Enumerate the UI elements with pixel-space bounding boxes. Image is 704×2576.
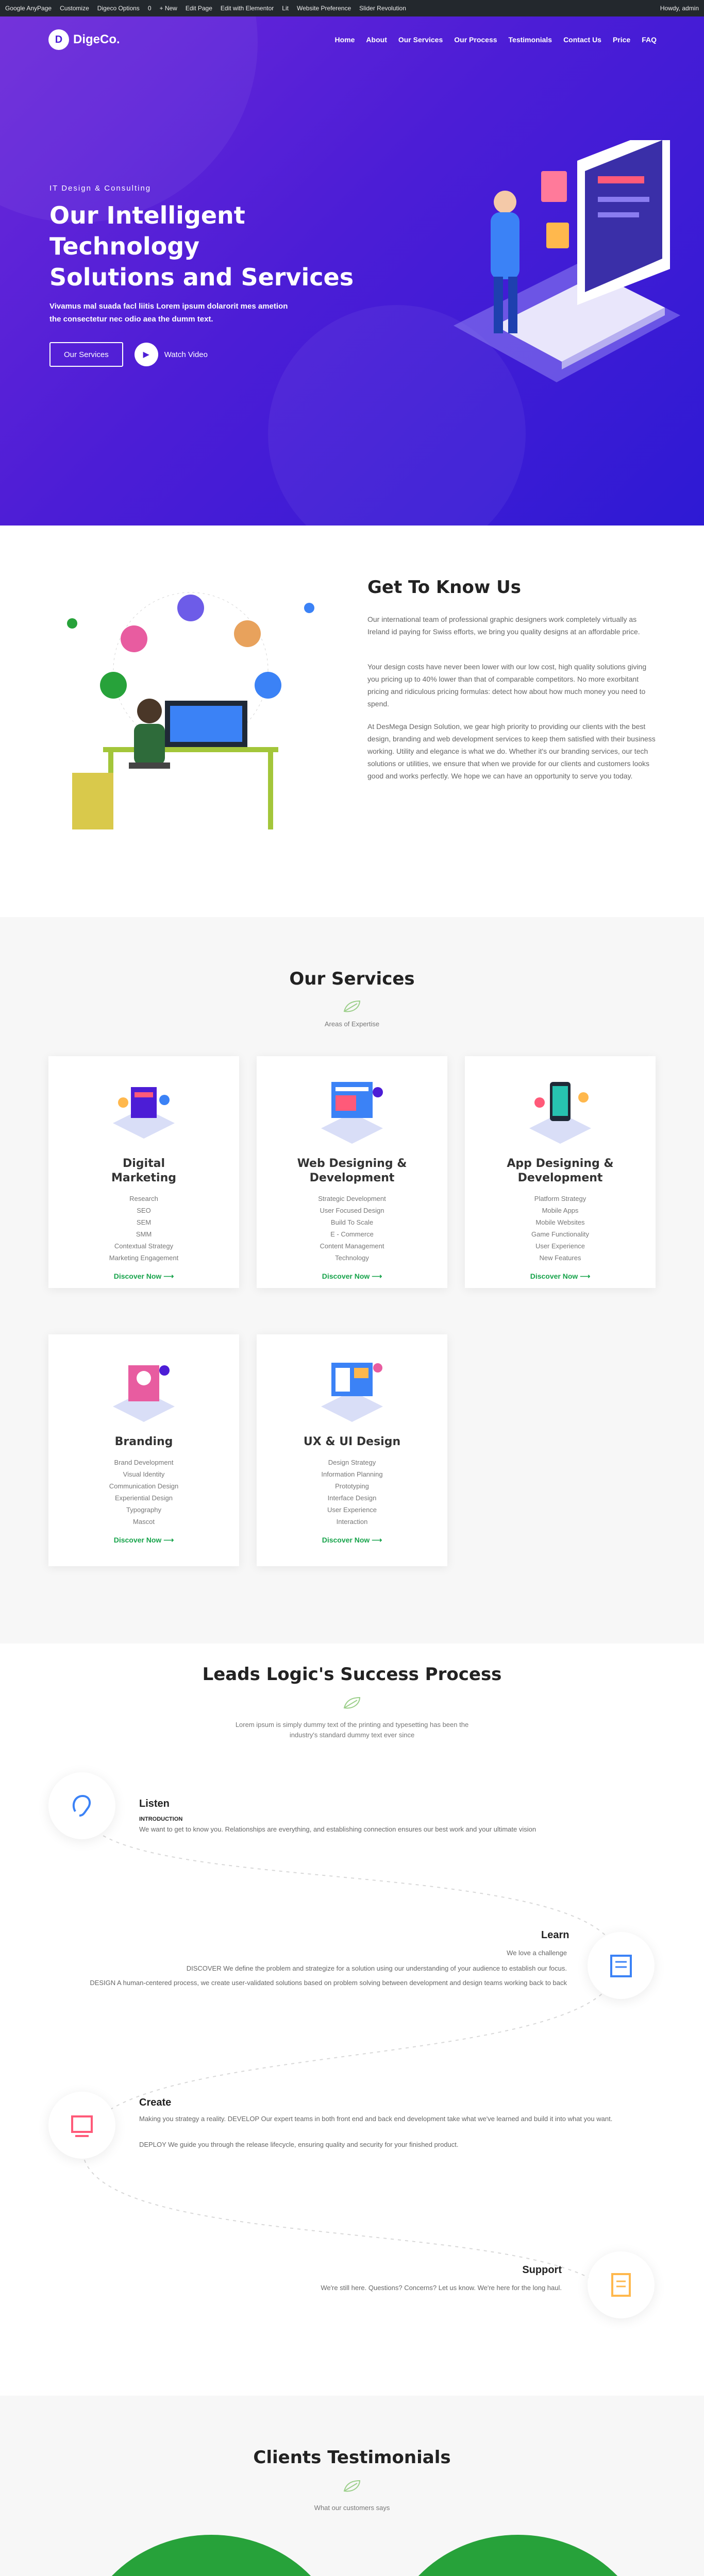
hero-buttons [49,342,390,367]
about-section [0,526,704,917]
web-design-icon [311,1072,393,1149]
about-paragraph: Our international team of professional graphic designers work completely virtually as Ireland id paying for Swiss efforts, we bring you quality designs at an affordable price. [367,615,640,636]
nav-item-services[interactable]: Our Services [398,36,443,44]
service-title-line: Branding [114,1435,173,1448]
ux-ui-icon [311,1350,393,1427]
arrow-right-icon: ⟶ [372,1536,382,1544]
hero-isometric-illustration [423,140,691,449]
main-nav [48,25,657,55]
discover-now-label: Discover Now [322,1272,370,1280]
nav-item-about[interactable]: About [366,36,387,44]
admin-item-2[interactable]: Digeco Options [97,5,140,12]
listen-label: INTRODUCTION [139,1816,183,1822]
hero-text [49,300,307,326]
dot-decoration [304,603,314,613]
testimonial-bubble [384,2535,652,2576]
hero-title [49,200,390,293]
arrow-right-icon: ⟶ [580,1272,591,1280]
service-list-item: Brand Development [114,1459,174,1466]
service-list-item: Visual Identity [123,1470,165,1478]
our-services-button[interactable]: Our Services [49,342,123,367]
avatar-bubble [234,620,261,647]
admin-item-1[interactable]: Customize [60,5,89,12]
testimonials-section [0,2396,704,2576]
nav-item-faq[interactable]: FAQ [642,36,657,44]
service-list-item: E - Commerce [330,1230,374,1238]
service-list-item: Design Strategy [328,1459,376,1466]
hero-section [0,16,704,526]
leaf-icon [342,1695,362,1710]
discover-now-label: Discover Now [322,1536,370,1544]
learn-label: We love a challenge [507,1949,567,1957]
discover-now-link[interactable] [48,1272,239,1281]
desk-leg [268,752,273,829]
service-list-item: Interface Design [327,1494,377,1502]
ear-icon [68,1792,96,1820]
pen-tool-icon [68,2111,96,2139]
screen-bar [598,197,649,202]
service-list-item: Communication Design [109,1482,179,1490]
service-list [465,1193,656,1264]
service-title [48,1435,239,1449]
leaf-icon [342,2478,362,2494]
service-list-item: Mascot [133,1518,155,1526]
services-subtitle: Areas of Expertise [324,1020,380,1028]
discover-now-link[interactable] [257,1272,447,1281]
service-list [48,1456,239,1528]
process-title: Leads Logic's Success Process [202,1664,502,1685]
service-title-line: Development [517,1172,603,1184]
support-title: Support [522,2264,562,2276]
screen-bar [598,212,639,217]
hero-title-line: Solutions and Services [49,263,354,291]
service-list-item: Build To Scale [330,1218,374,1226]
create-title: Create [139,2097,172,2108]
service-card[interactable] [257,1334,447,1566]
watch-video-button[interactable] [135,343,208,366]
avatar-bubble [177,595,204,621]
admin-item-0[interactable]: Google AnyPage [5,5,52,12]
logo-mark: D [48,29,69,50]
dot-decoration [67,618,77,629]
nav-item-price[interactable]: Price [612,36,631,44]
learn-title: Learn [541,1929,569,1941]
listen-text: We want to get to know you. Relationships are everything, and establishing connection ensures our best work and your ultimate vision [139,1825,537,1833]
wp-admin-bar [0,0,704,16]
service-list-item: Prototyping [335,1482,369,1490]
service-title-line: Digital [123,1157,165,1170]
screen-bar [598,176,644,183]
admin-item-9[interactable]: Slider Revolution [359,5,406,12]
service-list-item: Content Management [320,1242,384,1250]
service-title-line: Development [309,1172,395,1184]
testimonial-bubble [77,2535,345,2576]
service-title [48,1157,239,1185]
about-illustration [41,577,345,866]
nav-links [335,36,657,44]
service-list-item: SMM [136,1230,152,1238]
service-list-item: SEM [136,1218,152,1226]
service-list-item: Typography [126,1506,161,1514]
discover-now-link[interactable] [465,1272,656,1281]
arrow-right-icon: ⟶ [163,1536,174,1544]
hero-kicker: IT Design & Consulting [49,184,152,193]
admin-item-3[interactable]: 0 [147,5,152,12]
desk-top [103,747,278,752]
testimonials-title: Clients Testimonials [253,2447,451,2468]
service-list [48,1193,239,1264]
service-title-line: UX & UI Design [303,1435,401,1448]
hero-text-line: the consectetur nec odio aea the dumm text. [49,315,213,324]
service-title-line: Marketing [111,1172,177,1184]
service-card[interactable] [48,1056,239,1288]
service-list-item: User Experience [535,1242,585,1250]
chair-seat [129,762,170,769]
service-list [257,1456,447,1528]
service-card[interactable] [257,1056,447,1288]
watch-video-label: Watch Video [164,350,208,359]
service-title [465,1157,656,1185]
floating-card [546,223,569,248]
admin-item-4[interactable]: + New [159,5,177,12]
admin-item-8[interactable]: Website Preference [296,5,351,12]
process-subtitle-line: industry's standard dummy text ever since [289,1731,415,1739]
book-icon [607,1952,635,1979]
service-list-item: User Focused Design [320,1207,384,1214]
support-document-icon [607,2271,635,2299]
discover-now-label: Discover Now [530,1272,578,1280]
person-leg [508,277,517,333]
create-step-icon [48,2092,115,2159]
service-list-item: Contextual Strategy [114,1242,174,1250]
person-head [494,191,516,213]
leaf-icon [342,998,362,1014]
service-list [257,1193,447,1264]
play-icon: ▶ [135,343,158,366]
worker-body [134,724,165,765]
service-list-item: Game Functionality [531,1230,589,1238]
service-list-item: SEO [137,1207,151,1214]
avatar-bubble [255,672,281,699]
create-text: Making you strategy a reality. DEVELOP Our expert teams in both front end and back end development take what we've learned and build it into what you want. [139,2115,613,2123]
service-list-item: New Features [539,1254,581,1262]
branding-icon [103,1350,185,1427]
nav-item-home[interactable]: Home [334,36,355,44]
service-list-item: Information Planning [321,1470,383,1478]
service-title [257,1435,447,1449]
service-list-item: Mobile Websites [535,1218,585,1226]
discover-now-link[interactable] [257,1536,447,1545]
services-title: Our Services [289,969,415,989]
admin-item-7[interactable]: Lit [282,5,289,12]
logo[interactable] [48,29,120,50]
support-text: We're still here. Questions? Concerns? Let us know. We're here for the long haul. [321,2284,562,2292]
services-section [0,917,704,1643]
service-card[interactable] [465,1056,656,1288]
process-subtitle-line: Lorem ipsum is simply dummy text of the printing and typesetting has been the [235,1721,469,1728]
process-section [0,1643,704,2396]
monitor-screen [170,706,242,742]
listen-title: Listen [139,1798,170,1809]
admin-item-5[interactable]: Edit Page [185,5,212,12]
service-list-item: Strategic Development [318,1195,386,1202]
service-list-item: Platform Strategy [534,1195,586,1202]
worker-head [137,699,162,723]
support-step-icon [588,2251,655,2318]
about-paragraph: At DesMega Design Solution, we gear high priority to providing our clients with the best design, branding and web development services to keep them satisfied with their business working. Utility and elegance is what we do. Whether it's our branding services, our tech solutions or utilities, we ensure that when we provide for our clients and customers looks good and works perfectly. We hope we can have an opportunity to serve you today. [367,722,656,780]
learn-step-icon [588,1932,655,1999]
person-body [491,212,519,279]
service-list-item: Experiential Design [114,1494,173,1502]
learn-text: DESIGN A human-centered process, we create user-validated solutions based on problem solving between development and design teams working back to back [90,1979,567,1987]
hero-title-line: Our Intelligent Technology [49,201,245,260]
service-title [257,1157,447,1185]
service-list-item: Technology [335,1254,369,1262]
service-card[interactable] [48,1334,239,1566]
arrow-right-icon: ⟶ [372,1272,382,1280]
testimonials-subtitle: What our customers says [314,2504,390,2512]
person-leg [494,277,503,333]
discover-now-label: Discover Now [113,1272,162,1280]
nav-item-testimonials[interactable]: Testimonials [508,36,552,44]
discover-now-label: Discover Now [113,1536,162,1544]
admin-user-greeting[interactable]: Howdy, admin [660,5,699,12]
nav-item-contact[interactable]: Contact Us [563,36,601,44]
app-design-icon [519,1072,601,1149]
create-text: DEPLOY We guide you through the release lifecycle, ensuring quality and security for your finished product. [139,2141,459,2148]
service-list-item: Marketing Engagement [109,1254,179,1262]
learn-text: DISCOVER We define the problem and strategize for a solution using our understanding of your audience to establish our focus. [186,1964,567,1972]
service-list-item: Interaction [336,1518,368,1526]
hero-text-line: Vivamus mal suada facl liitis Lorem ipsum dolarorit mes ametion [49,302,288,311]
service-list-item: User Experience [327,1506,377,1514]
nav-item-process[interactable]: Our Process [454,36,497,44]
discover-now-link[interactable] [48,1536,239,1545]
admin-item-6[interactable]: Edit with Elementor [220,5,274,12]
avatar-bubble [121,625,147,652]
service-title-line: App Designing & [507,1157,614,1170]
digital-marketing-icon [103,1072,185,1149]
logo-text: DigeCo. [73,32,120,46]
service-title-line: Web Designing & [297,1157,407,1170]
about-paragraph: Your design costs have never been lower with our low cost, high quality solutions giving you pricing up to 40% lower than that of comparable competitors. No more exorbitant pricing and ridiculous pricing formulas: detect how about how much money you need to spend. [367,663,647,708]
drawer-cabinet [72,773,113,829]
service-list-item: Mobile Apps [542,1207,579,1214]
avatar-bubble [100,672,127,699]
floating-card [541,171,567,202]
listen-step-icon [48,1772,115,1839]
service-list-item: Research [129,1195,158,1202]
hero-copy [49,184,390,367]
about-heading: Get To Know Us [367,577,521,598]
arrow-right-icon: ⟶ [163,1272,174,1280]
